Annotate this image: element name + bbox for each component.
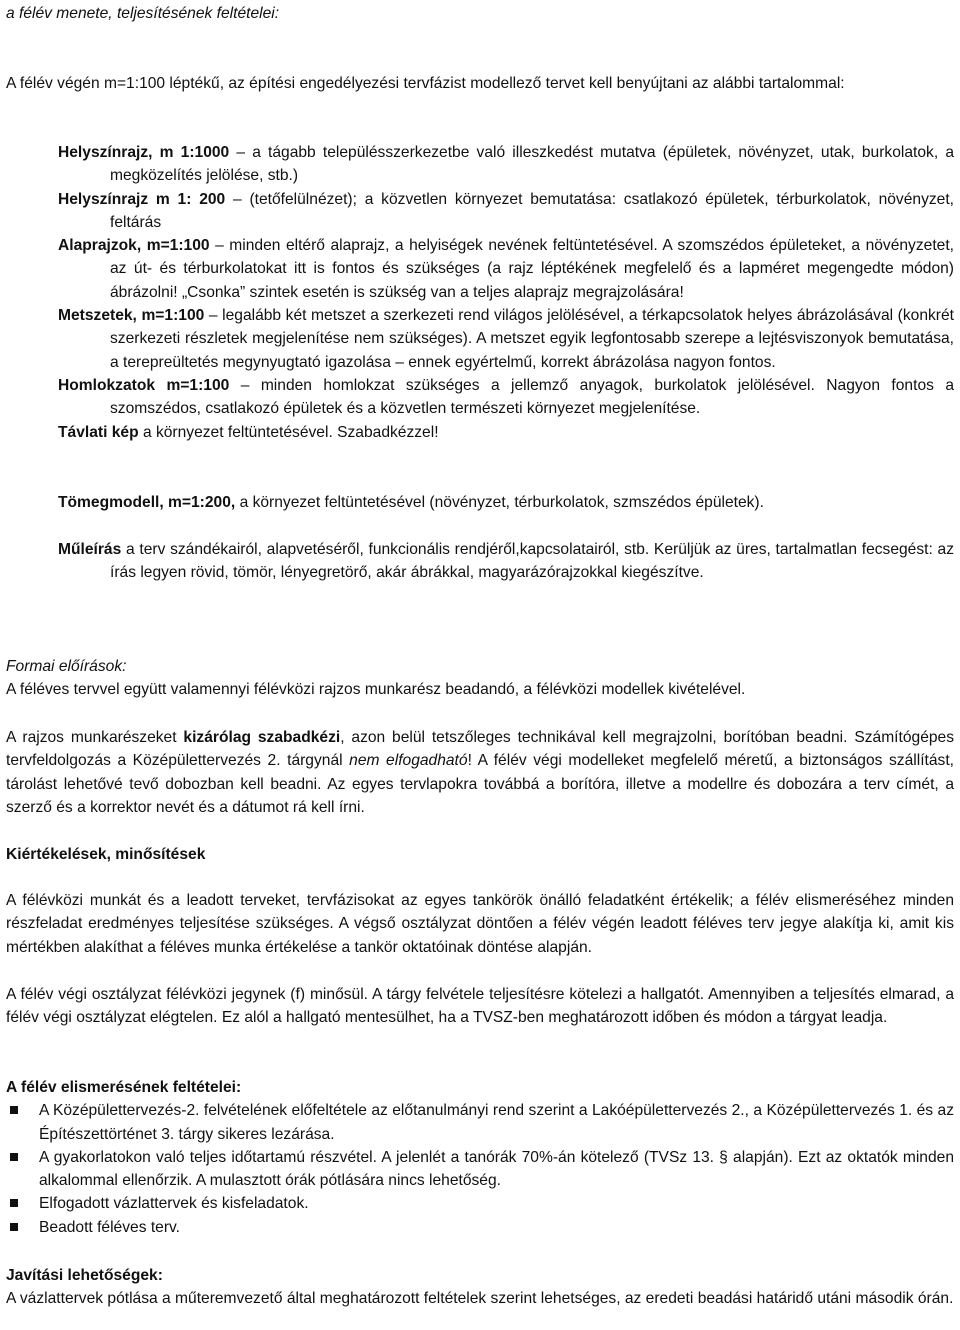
list-item: Elfogadott vázlattervek és kisfeladatok.: [6, 1192, 954, 1215]
req-tomegmodell: Tömegmodell, m=1:200, a környezet feltüntetésével (növényzet, térburkolatok, szmszédos épületek).: [58, 494, 764, 511]
javitasi-section: [6, 1264, 954, 1311]
req-muleiras-block: [58, 538, 954, 585]
list-item: Beadott féléves terv.: [6, 1216, 954, 1239]
formai-section: [6, 655, 954, 702]
kiertekeles-paragraph-2: A félév végi osztályzat félévközi jegynek (f) minősül. A tárgy felvétele teljesítésre kötelezi a hallgatót. Amennyiben a teljesítés elmarad, a félév végi osztályzat elégtelen. Ez alól a hallgató mentesülhet, ha a TVSZ-ben meghatározott időben és módon a tárgyat leadja.: [6, 986, 954, 1027]
formai-paragraph-2: A rajzos munkarészeket kizárólag szabadkézi, azon belül tetszőleges technikával kell megrajzolni, borítóban beadni. Számítógépes tervfeldolgozás a Középülettervezés 2. tárgynál nem elfogadható! A félév végi modelleket megfelelő méretű, a biztonságos szállítást, tárolást lehetővé tevő dobozban kell beadni. Az egyes tervlapokra továbbá a borítóra, illetve a modellre és dobozára a terv címét, a szerző és a korrektor nevét és a dátumot rá kell írni.: [6, 729, 955, 816]
req-metszetek: Metszetek, m=1:100 – legalább két metszet a szerkezeti rend világos jelölésével, a térkapcsolatok helyes ábrázolásával (konkrét szerkezeti részletek megjelenítése nem szükséges). A metszet egyik legfontosabb szerepe a lejtésviszonyok bemutatása, a terepreültetés megynyugtató igazolása – ennek egyértelmű, korrekt ábrázolása nagyon fontos.: [58, 307, 955, 371]
list-item: A gyakorlatokon való teljes időtartamú részvétel. A jelenlét a tanórák 70%-án kötelező (TVSz 13. § alapján). Ezt az oktatók minden alkalommal ellenőrzik. A mulasztott órák pótlására nincs lehetőség.: [6, 1146, 954, 1193]
req-tomegmodell-block: [58, 491, 954, 514]
formai-paragraph-1: A féléves tervvel együtt valamennyi félévközi rajzos munkarész beadandó, a félévközi modellek kivételével.: [6, 681, 746, 699]
elismeres-list: [6, 1099, 954, 1239]
kiertekeles-paragraph-2-block: [6, 983, 954, 1030]
square-bullet-icon: [10, 1223, 18, 1231]
kiertekeles-paragraph-1: A félévközi munkát és a leadott terveket, tervfázisokat az egyes tankörök önálló feladatként értékelik; a félév elismeréséhez minden részfeladat eredményes teljesítése szükséges. A végső osztályzat döntően a félév végén leadott féléves terv jegye alakítja ki, amit kis mértékben alakíthat a féléves munka értékelése a tankör oktatóinak döntése alapján.: [6, 892, 954, 956]
square-bullet-icon: [10, 1199, 18, 1207]
req-tavlati-kep: Távlati kép a környezet feltüntetésével. Szabadkézzel!: [58, 423, 439, 441]
square-bullet-icon: [10, 1106, 18, 1114]
square-bullet-icon: [10, 1153, 18, 1161]
requirements-list: [58, 141, 954, 444]
section-heading-menete: a félév menete, teljesítésének feltételei:: [6, 5, 280, 22]
javitasi-heading: Javítási lehetőségek:: [6, 1267, 163, 1284]
list-item: A Középülettervezés-2. felvételének előfeltétele az előtanulmányi rend szerint a Lakóépülettervezés 2., a Középülettervezés 1. és az Építészettörténet 3. tárgy sikeres lezárása.: [6, 1099, 954, 1146]
formai-heading: Formai előírások:: [6, 658, 127, 675]
elismeres-heading: A félév elismerésének feltételei:: [6, 1079, 242, 1096]
req-helyszinrajz-200: Helyszínrajz m 1: 200 – (tetőfelülnézet); a közvetlen környezet bemutatása: csatlakozó épületek, térburkolatok, növényzet, feltárás: [58, 190, 955, 231]
elismeres-section: [6, 1076, 954, 1239]
kiertekeles-section: [6, 843, 954, 866]
req-helyszinrajz-1000: Helyszínrajz, m 1:1000 – a tágabb településszerkezetbe való illeszkedést mutatva (épületek, növényzet, utak, burkolatok, a megközelítés jelölése, stb.): [58, 144, 954, 185]
req-muleiras: Műleírás a terv szándékairól, alapvetéséről, funkcionális rendjéről,kapcsolatairól, stb. Kerüljük az üres, tartalmatlan fecsegést: az írás legyen rövid, tömör, lényegretörő, akár ábrákkal, magyarázórajzokkal kiegészítve.: [58, 541, 954, 582]
req-homlokzatok: Homlokzatok m=1:100 – minden homlokzat szükséges a jellemző anyagok, burkolatok jelölésével. Nagyon fontos a szomszédos, csatlakozó épületek és a közvetlen természeti környezet megjelenítése.: [58, 376, 954, 418]
kiertekeles-paragraph-1-block: [6, 889, 954, 959]
req-alaprajzok: Alaprajzok, m=1:100 – minden eltérő alaprajz, a helyiségek nevének feltüntetésével. A szomszédos épületeket, a növényzetet, az út- és térburkolatokat itt is fontos és szükséges (a rajz léptékének megfelelő és a lapméret megengedte módon) ábrázolni! „Csonka” szintek esetén is szükség van a teljes alaprajz megrajzolására!: [58, 237, 954, 301]
javitasi-paragraph: A vázlattervek pótlása a műteremvezető által meghatározott feltételek szerint lehetséges, az eredeti beadási határidő utáni második órán.: [6, 1290, 954, 1308]
formai-paragraph-2-block: [6, 726, 954, 819]
kiertekeles-heading: Kiértékelések, minősítések: [6, 846, 206, 863]
intro-paragraph: A félév végén m=1:100 léptékű, az építési engedélyezési tervfázist modellező tervet kell benyújtani az alábbi tartalommal:: [6, 75, 845, 92]
